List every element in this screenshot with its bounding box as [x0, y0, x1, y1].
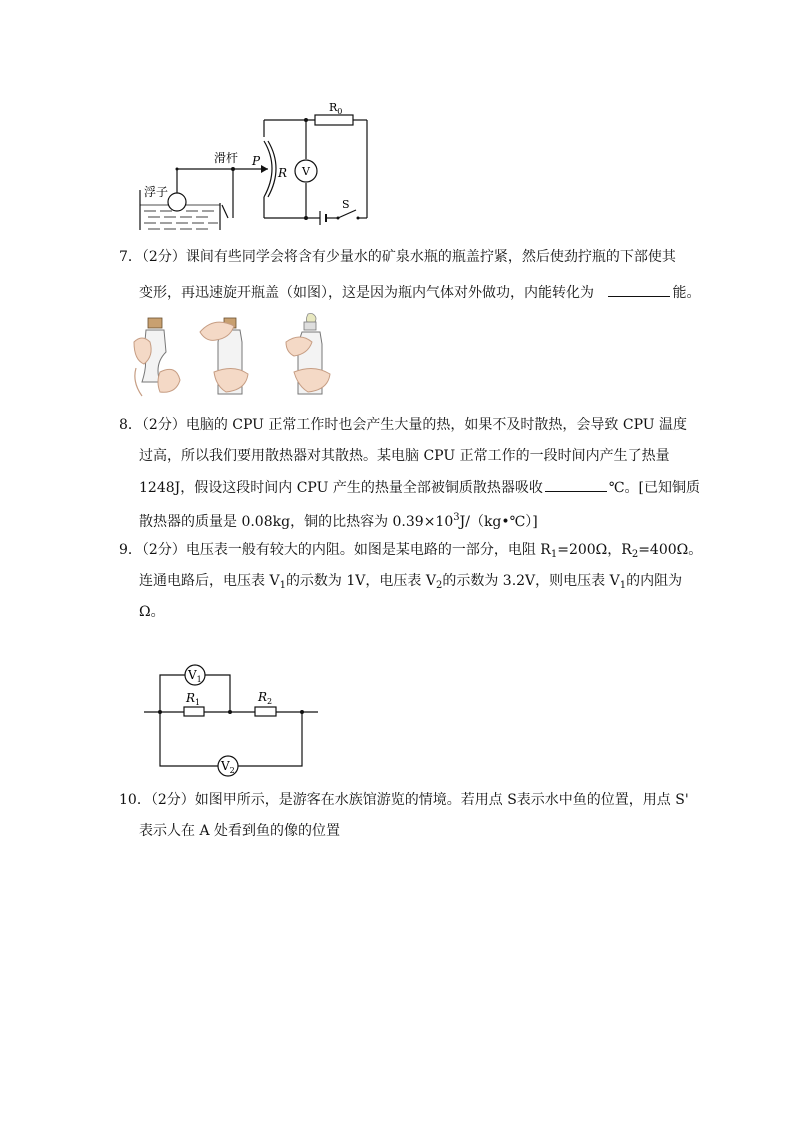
label-r1: $R_1$	[186, 691, 201, 707]
q8-line-4	[139, 508, 538, 532]
q8-line-1	[119, 415, 687, 435]
float-ball-icon	[168, 193, 186, 211]
q10-line-2: 表示人在 A 处看到鱼的像的位置	[139, 823, 341, 839]
q8-text-4b: J/（kg•℃）]	[459, 514, 538, 530]
float-gauge-circuit-diagram	[130, 95, 380, 230]
slider-arrow-icon	[261, 165, 268, 173]
q8-text-4-sup: 3	[453, 512, 460, 523]
q7-line-2	[139, 282, 700, 303]
q8-line-2: 过高，所以我们要用散热器对其散热。某电脑 CPU 正常工作的一段时间内产生了热量	[139, 448, 670, 464]
q9-score: （2分）	[141, 542, 186, 558]
q8-number: 8．	[119, 417, 142, 433]
q8-answer-blank[interactable]	[545, 477, 607, 492]
bottle-hand-icon	[200, 318, 248, 394]
q8-text-3b: ℃。[已知铜质	[608, 480, 700, 496]
q9-text-2-sub1: 1	[279, 580, 286, 591]
label-v2: $V_2$	[221, 759, 235, 775]
q7-bottle-illustration	[130, 312, 340, 402]
bottle-open-icon	[286, 314, 330, 395]
q8-text-1: 电脑的 CPU 正常工作时也会产生大量的热，如果不及时散热，会导致 CPU 温度	[185, 417, 688, 433]
q9-text-2d: 的内阻为	[626, 573, 683, 589]
bottle-twist-icon	[134, 318, 180, 396]
label-p: P	[252, 154, 261, 168]
resistor-r2	[255, 707, 276, 716]
q8-line-3	[139, 477, 700, 498]
resistor-r1	[184, 707, 204, 716]
q9-line-2	[139, 571, 682, 596]
label-switch: S	[342, 198, 350, 211]
q10-number: 10．	[119, 792, 151, 808]
q7-text-2a: 变形，再迅速旋开瓶盖（如图），这是因为瓶内气体对外做功，内能转化为	[139, 285, 594, 301]
q9-text-1-sub1: 1	[550, 549, 558, 560]
q7-number: 7．	[119, 249, 142, 265]
resistor-r0	[315, 115, 353, 125]
q9-text-2a: 连通电路后，电压表 V	[139, 573, 280, 589]
voltmeter-circuit-diagram	[140, 655, 325, 780]
label-v1: $V_1$	[188, 668, 202, 684]
q7-text-1: 课间有些同学会将含有少量水的矿泉水瓶的瓶盖拧紧，然后使劲拧瓶的下部使其	[185, 249, 676, 265]
q9-text-1b: =200Ω，R	[557, 542, 632, 558]
q7-answer-blank[interactable]	[608, 282, 670, 297]
q9-text-2-sub3: 1	[619, 580, 627, 591]
q9-number: 9．	[119, 542, 142, 558]
q9-text-1c: =400Ω。	[638, 542, 703, 558]
q9-line-1	[119, 540, 702, 565]
q7-text-2b: 能。	[672, 285, 701, 301]
q10-text-1: 如图甲所示，是游客在水族馆游览的情境。若用点 S表示水中鱼的位置，用点 S'	[194, 792, 689, 808]
label-r2: $R_2$	[258, 690, 273, 706]
q8-score: （2分）	[141, 417, 186, 433]
switch-icon	[338, 210, 356, 218]
q9-text-2-sub2: 2	[435, 580, 443, 591]
q7-line-1	[119, 247, 676, 267]
q9-line-3: Ω。	[139, 604, 165, 620]
q9-text-2b: 的示数为 1V，电压表 V	[285, 573, 436, 589]
q8-text-4a: 散热器的质量是 0.08kg，铜的比热容为 0.39×10	[139, 514, 454, 530]
q9-text-1a: 电压表一般有较大的内阻。如图是某电路的一部分，电阻 R	[185, 542, 551, 558]
q9-text-1-sub2: 2	[631, 549, 639, 560]
q10-line-1	[119, 790, 689, 810]
q7-score: （2分）	[141, 249, 186, 265]
q9-text-2c: 的示数为 3.2V，则电压表 V	[442, 573, 620, 589]
q10-score: （2分）	[150, 792, 195, 808]
label-slider: 滑杆	[214, 151, 239, 165]
label-voltmeter: V	[302, 165, 310, 178]
label-float: 浮子	[144, 185, 169, 199]
q8-text-3a: 1248J，假设这段时间内 CPU 产生的热量全部被铜质散热器吸收	[139, 480, 543, 496]
label-r: R	[278, 166, 288, 180]
label-r0: $R_0$	[329, 101, 343, 116]
